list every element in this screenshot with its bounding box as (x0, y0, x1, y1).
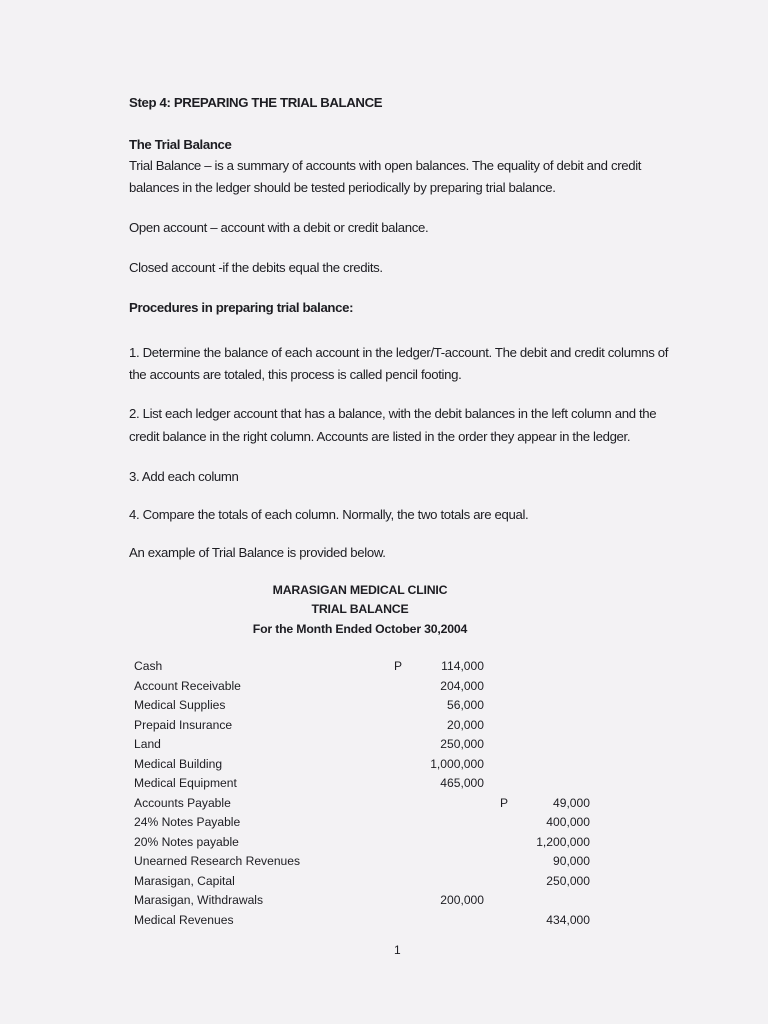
table-row (134, 716, 604, 735)
account-name: Marasigan, Capital (134, 873, 235, 888)
account-name: Medical Building (134, 756, 223, 771)
definition-line-1: Trial Balance – is a summary of accounts with open balances. The equality of debit and credit (129, 158, 642, 173)
report-company: MARASIGAN MEDICAL CLINIC (272, 583, 448, 597)
section-title: The Trial Balance (129, 137, 232, 152)
table-row (134, 852, 604, 871)
table-row (134, 774, 604, 793)
table-row (134, 891, 604, 910)
table-row (134, 794, 604, 813)
credit-currency: P (500, 795, 509, 810)
credit-amount: 49,000 (553, 795, 590, 810)
account-name: Accounts Payable (134, 795, 231, 810)
account-name: Prepaid Insurance (134, 717, 233, 732)
debit-currency: P (394, 659, 403, 673)
table-row (134, 696, 604, 715)
table-row (134, 813, 604, 832)
table-row (134, 657, 604, 676)
definition-line-2: balances in the ledger should be tested periodically by preparing trial balance. (129, 180, 556, 195)
step-1-line-2: the accounts are totaled, this process is called pencil footing. (129, 367, 462, 382)
account-name: Account Receivable (134, 678, 241, 693)
procedures-title: Procedures in preparing trial balance: (129, 300, 354, 315)
debit-amount: 204,000 (440, 678, 484, 693)
report-title: TRIAL BALANCE (311, 602, 409, 616)
credit-amount: 434,000 (546, 912, 590, 927)
step-title: Step 4: PREPARING THE TRIAL BALANCE (129, 95, 383, 110)
debit-amount: 56,000 (447, 698, 484, 712)
account-name: Land (134, 737, 161, 751)
page-number: 1 (394, 943, 401, 957)
table-row (134, 872, 604, 891)
credit-amount: 1,200,000 (536, 834, 590, 849)
debit-amount: 250,000 (440, 737, 484, 751)
account-name: Unearned Research Revenues (134, 854, 301, 868)
example-intro: An example of Trial Balance is provided below. (129, 545, 386, 560)
step-1-line-1: 1. Determine the balance of each account in the ledger/T-account. The debit and credit columns of (129, 345, 669, 360)
account-name: Medical Equipment (134, 776, 237, 790)
step-2-line-1: 2. List each ledger account that has a balance, with the debit balances in the left column and the (129, 406, 657, 421)
account-name: 20% Notes payable (134, 834, 239, 849)
table-row (134, 755, 604, 774)
table-row (134, 911, 604, 930)
account-name: Medical Revenues (134, 912, 234, 927)
table-row (134, 735, 604, 754)
credit-amount: 400,000 (546, 815, 590, 829)
credit-amount: 250,000 (546, 873, 590, 888)
account-name: Cash (134, 659, 163, 673)
debit-amount: 465,000 (440, 776, 484, 790)
account-name: Marasigan, Withdrawals (134, 893, 264, 907)
step-3: 3. Add each column (129, 469, 239, 484)
account-name: 24% Notes Payable (134, 815, 241, 829)
step-2-line-2: credit balance in the right column. Accounts are listed in the order they appear in the ledger. (129, 429, 631, 444)
step-4: 4. Compare the totals of each column. Normally, the two totals are equal. (129, 507, 529, 522)
table-row (134, 833, 604, 852)
open-account-text: Open account – account with a debit or credit balance. (129, 220, 429, 235)
report-period: For the Month Ended October 30,2004 (252, 622, 468, 636)
credit-amount: 90,000 (553, 854, 590, 868)
debit-amount: 20,000 (447, 717, 484, 732)
table-row (134, 677, 604, 696)
account-name: Medical Supplies (134, 698, 226, 712)
debit-amount: 114,000 (441, 659, 484, 673)
debit-amount: 1,000,000 (430, 756, 484, 771)
debit-amount: 200,000 (440, 893, 484, 907)
closed-account-text: Closed account -if the debits equal the credits. (129, 260, 383, 275)
